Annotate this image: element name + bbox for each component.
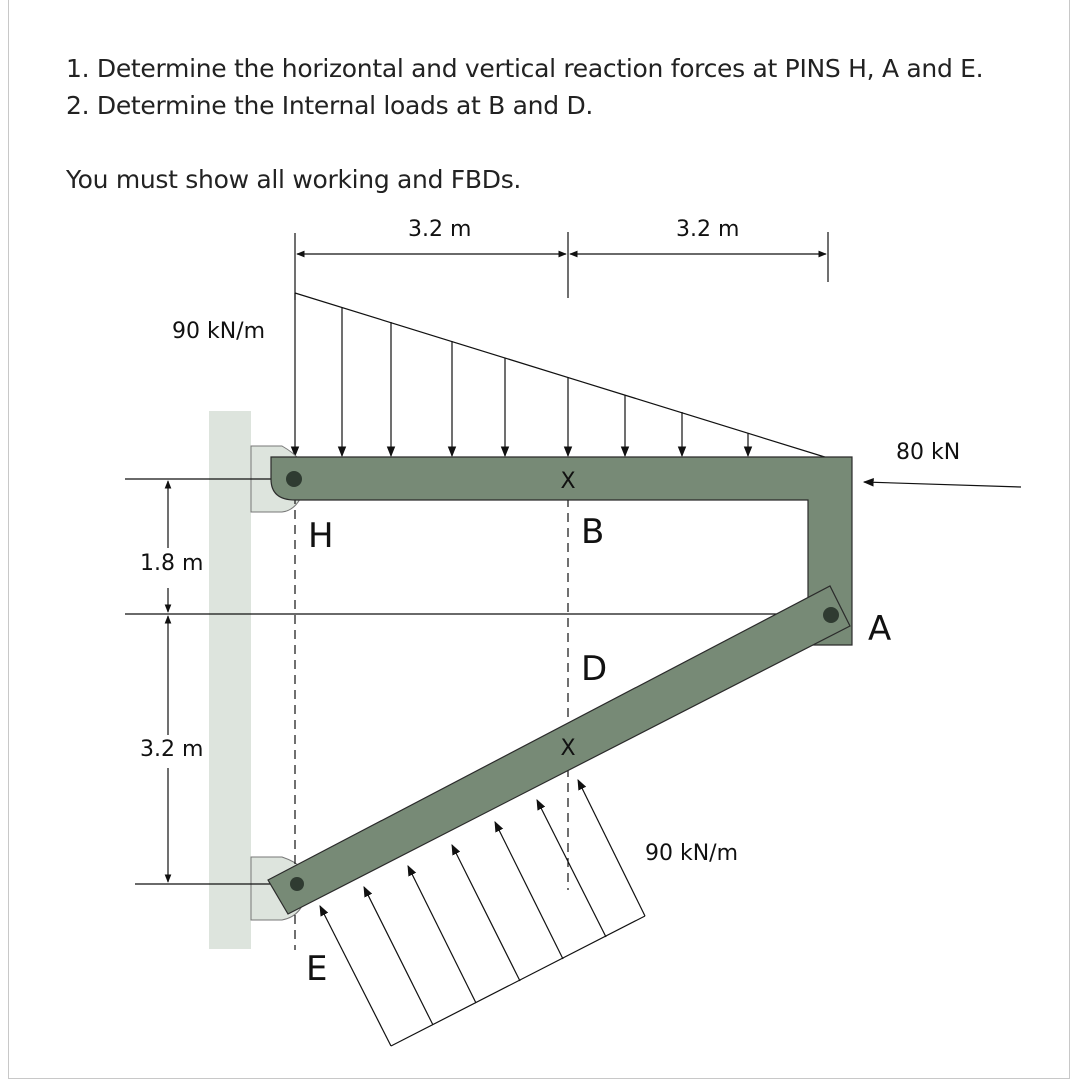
dim-label-side-lower: 3.2 m [140, 737, 204, 762]
label-b: B [581, 512, 605, 552]
dim-label-top-left: 3.2 m [408, 217, 472, 242]
pin-a [823, 607, 839, 623]
dim-label-top-right: 3.2 m [676, 217, 740, 242]
cut-mark-d: X [560, 736, 576, 761]
instruction-note: You must show all working and FBDs. [66, 165, 522, 194]
pin-e [290, 877, 304, 891]
point-load-arrow [864, 482, 1021, 487]
pin-h [286, 471, 302, 487]
diagonal-distributed-load [320, 780, 645, 1046]
top-dimension [295, 232, 828, 300]
dim-label-side-upper: 1.8 m [140, 551, 204, 576]
label-a: A [868, 609, 892, 649]
question-1: 1. Determine the horizontal and vertical reaction forces at PINS H, A and E. [66, 54, 984, 83]
cut-mark-b: X [560, 469, 576, 494]
point-load-label: 80 kN [896, 440, 961, 465]
wall-support [209, 411, 251, 949]
load-label-top: 90 kN/m [172, 319, 266, 344]
diagonal-member [268, 586, 850, 914]
label-e: E [306, 949, 328, 989]
label-d: D [581, 649, 608, 689]
top-distributed-load [295, 293, 828, 458]
label-h: H [308, 516, 334, 556]
question-2: 2. Determine the Internal loads at B and D. [66, 91, 594, 120]
load-label-bottom: 90 kN/m [645, 841, 739, 866]
